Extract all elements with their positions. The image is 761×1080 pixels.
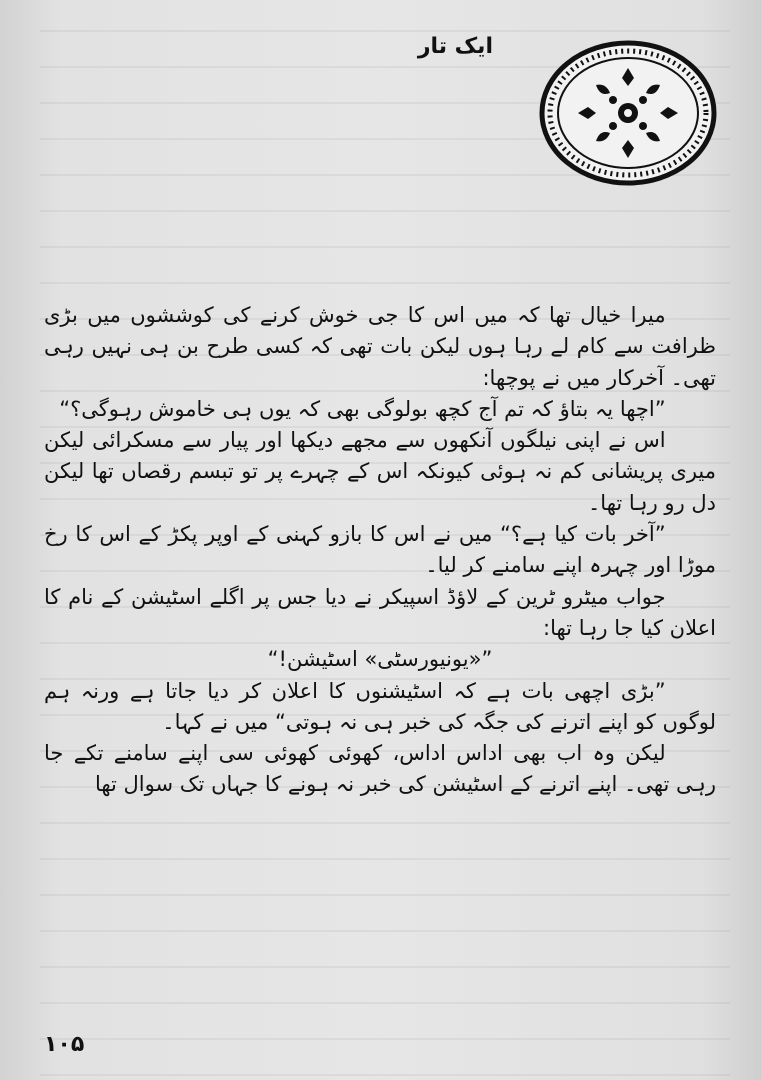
paragraph: جواب میٹرو ٹرین کے لاؤڈ اسپیکر نے دیا جس پر اگلے اسٹیشن کے نام کا اعلان کیا جا رہا تھا: [44, 584, 716, 640]
paragraph: ”بڑی اچھی بات ہے کہ اسٹیشنوں کا اعلان کر دیا جاتا ہے ورنہ ہم لوگوں کو اپنے اترنے کی جگہ کی خبر ہی نہ ہوتی“ میں نے کہا۔ [44, 678, 716, 734]
chapter-title: ایک تار [417, 34, 493, 59]
page-number: ۱۰۵ [44, 1032, 85, 1057]
paragraph: ”اچھا یہ بتاؤ کہ تم آج کچھ بولوگی بھی کہ یوں ہی خاموش رہوگی؟“ [59, 396, 666, 421]
paragraph: اس نے اپنی نیلگوں آنکھوں سے مجھے دیکھا اور پیار سے مسکرائی لیکن میری پریشانی کم نہ ہوئی کیونکہ اس کے چہرے پر تو تبسم رقصاں تھا لیکن دل رو رہا تھا۔ [44, 428, 716, 515]
paragraph: میرا خیال تھا کہ میں اس کا جی خوش کرنے کی کوششوں میں بڑی ظرافت سے کام لے رہا ہوں لیکن بات تھی کہ کسی طرح بن ہی نہیں رہی تھی۔ آخرکار میں نے پوچھا: [44, 303, 716, 390]
paragraph: ”آخر بات کیا ہے؟“ میں نے اس کا بازو کہنی کے اوپر پکڑ کے اس کا رخ موڑا اور چہرہ اپنے سامنے کر لیا۔ [44, 522, 716, 578]
station-announcement: ”«یونیورسٹی» اسٹیشن!“ [267, 647, 493, 672]
story-text [44, 300, 716, 801]
ornamental-medallion-icon [538, 40, 718, 186]
paragraph: لیکن وہ اب بھی اداس اداس، کھوئی کھوئی سی اپنے سامنے تکے جا رہی تھی۔ اپنے اترنے کے اسٹیشن کی خبر نہ ہونے کا جہاں تک سوال تھا [44, 741, 716, 797]
